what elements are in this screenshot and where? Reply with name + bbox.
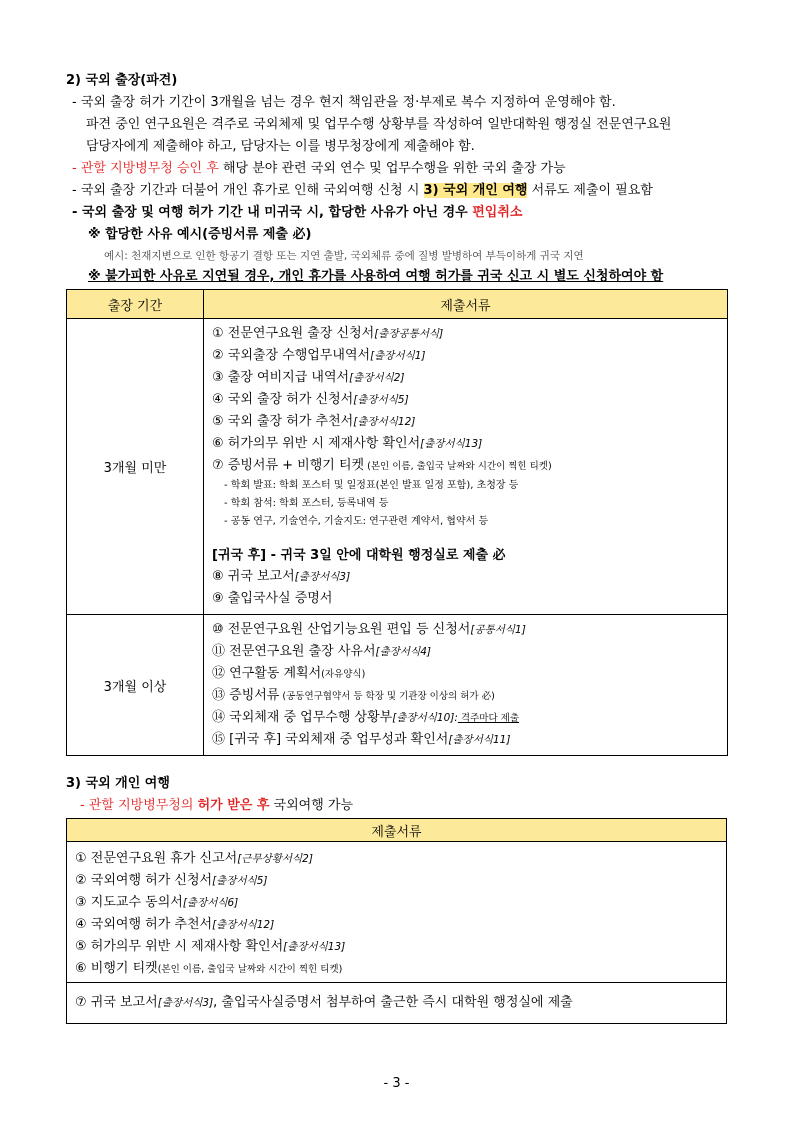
- personal-travel-highlight: 3) 국외 개인 여행: [423, 183, 528, 198]
- cancel-red-text: 편입취소: [472, 205, 523, 220]
- permit-red-text: 허가 받은 후: [197, 798, 270, 813]
- list-item: ⑦ 증빙서류 + 비행기 티켓 (본인 이름, 출입국 날짜와 시간이 찍힌 티켓): [212, 458, 552, 473]
- list-item: ⑧ 귀국 보고서[출장서식3]: [212, 569, 351, 584]
- sub-item: - 학회 발표: 학회 포스터 및 일정표(본인 발표 일정 포함), 초청장 등: [224, 480, 519, 491]
- list-item: ④ 국외 출장 허가 신청서[출장서식5]: [212, 392, 409, 407]
- table-row: [67, 319, 728, 615]
- docs-cell: [204, 319, 728, 615]
- list-item: ③ 지도교수 동의서[출장서식6]: [75, 895, 239, 910]
- col-header-period: 출장 기간: [67, 290, 204, 319]
- section2-p1b: 파견 중인 연구요원은 격주로 국외체제 및 업무수행 상황부를 작성하여 일반대학원 행정실 전문연구요원: [86, 117, 672, 132]
- list-item: ⑨ 출입국사실 증명서: [212, 591, 333, 606]
- page-number: - 3 -: [383, 1076, 410, 1091]
- section3-line: - 관할 지방병무청의 허가 받은 후 국외여행 가능: [80, 798, 354, 813]
- list-item: ② 국외출장 수행업무내역서[출장서식1]: [212, 348, 426, 363]
- section2-p3: - 국외 출장 기간과 더불어 개인 휴가로 인해 국외여행 신청 시 3) 국외 개인 여행 서류도 제출이 필요함: [72, 183, 653, 198]
- list-item: ⑬ 증빙서류 (공동연구협약서 등 학장 및 기관장 이상의 허가 必): [212, 688, 495, 703]
- return-report-cell: ⑦ 귀국 보고서[출장서식3], 출입국사실증명서 첨부하여 출근한 즉시 대학원 행정실에 제출: [67, 983, 727, 1024]
- sub-item: - 학회 참석: 학회 포스터, 등록내역 등: [224, 498, 389, 509]
- personal-travel-table: [66, 818, 727, 1024]
- list-item: ① 전문연구요원 출장 신청서[출장공통서식]: [212, 326, 444, 341]
- list-item: ⑩ 전문연구요원 산업기능요원 편입 등 신청서[공통서식1]: [212, 622, 526, 637]
- docs-cell: [204, 615, 728, 756]
- list-item: ⑤ 허가의무 위반 시 제재사항 확인서[출장서식13]: [75, 939, 346, 954]
- col-header-docs: 제출서류: [67, 819, 727, 842]
- section2-p1c: 담당자에게 제출해야 하고, 담당자는 이를 병무청장에게 제출해야 함.: [86, 139, 475, 154]
- list-item: ⑪ 전문연구요원 출장 사유서[출장서식4]: [212, 644, 431, 659]
- section2-p1: - 국외 출장 허가 기간이 3개월을 넘는 경우 현지 책임관을 정·부제로 복수 지정하여 운영해야 함.: [72, 95, 616, 110]
- list-item: ⑥ 허가의무 위반 시 제재사항 확인서[출장서식13]: [212, 436, 483, 451]
- list-item: ⑫ 연구활동 계획서(자유양식): [212, 666, 366, 681]
- sub-item: - 공동 연구, 기술연수, 기술지도: 연구관련 계약서, 협약서 등: [224, 516, 489, 527]
- table-row: [67, 842, 727, 983]
- list-item: ③ 출장 여비지급 내역서[출장서식2]: [212, 370, 405, 385]
- list-item: ⑮ [귀국 후] 국외체재 중 업무성과 확인서[출장서식11]: [212, 732, 511, 747]
- col-header-docs: 제출서류: [204, 290, 728, 319]
- business-trip-table: [66, 289, 728, 756]
- period-cell: 3개월 이상: [67, 615, 204, 756]
- list-item: ⑭ 국외체재 중 업무수행 상황부[출장서식10]: 격주마다 제출: [212, 710, 520, 725]
- note-valid-reason: ※ 합당한 사유 예시(증빙서류 제출 必): [88, 227, 312, 242]
- list-item: ② 국외여행 허가 신청서[출장서식5]: [75, 873, 268, 888]
- section3-heading: 3) 국외 개인 여행: [66, 776, 170, 791]
- note-delay: ※ 불가피한 사유로 지연될 경우, 개인 휴가를 사용하여 여행 허가를 귀국 신고 시 별도 신청하여야 함: [88, 269, 664, 284]
- note-valid-reason-example: 예시: 천재지변으로 인한 항공기 결항 또는 지연 출발, 국외체류 중에 질병 발병하여 부득이하게 귀국 지연: [104, 250, 584, 262]
- list-item: ⑤ 국외 출장 허가 추천서[출장서식12]: [212, 414, 416, 429]
- section2-heading: 2) 국외 출장(파견): [66, 73, 178, 88]
- docs-cell: [67, 842, 727, 983]
- table-row: [67, 615, 728, 756]
- period-cell: 3개월 미만: [67, 319, 204, 615]
- list-item: ① 전문연구요원 휴가 신고서[근무상황서식2]: [75, 851, 313, 866]
- list-item: ⑥ 비행기 티켓(본인 이름, 출입국 날짜와 시간이 찍힌 티켓): [75, 961, 343, 976]
- approval-red-text: 관할 지방병무청 승인 후: [80, 161, 219, 176]
- section2-p2: - 관할 지방병무청 승인 후 해당 분야 관련 국외 연수 및 업무수행을 위한 국외 출장 가능: [72, 161, 566, 176]
- after-return-heading: [귀국 후] - 귀국 3일 안에 대학원 행정실로 제출 必: [212, 548, 506, 563]
- table-row: [67, 983, 727, 1024]
- section2-p4: - 국외 출장 및 여행 허가 기간 내 미귀국 시, 합당한 사유가 아닌 경우 편입취소: [72, 205, 523, 220]
- list-item: ④ 국외여행 허가 추천서[출장서식12]: [75, 917, 275, 932]
